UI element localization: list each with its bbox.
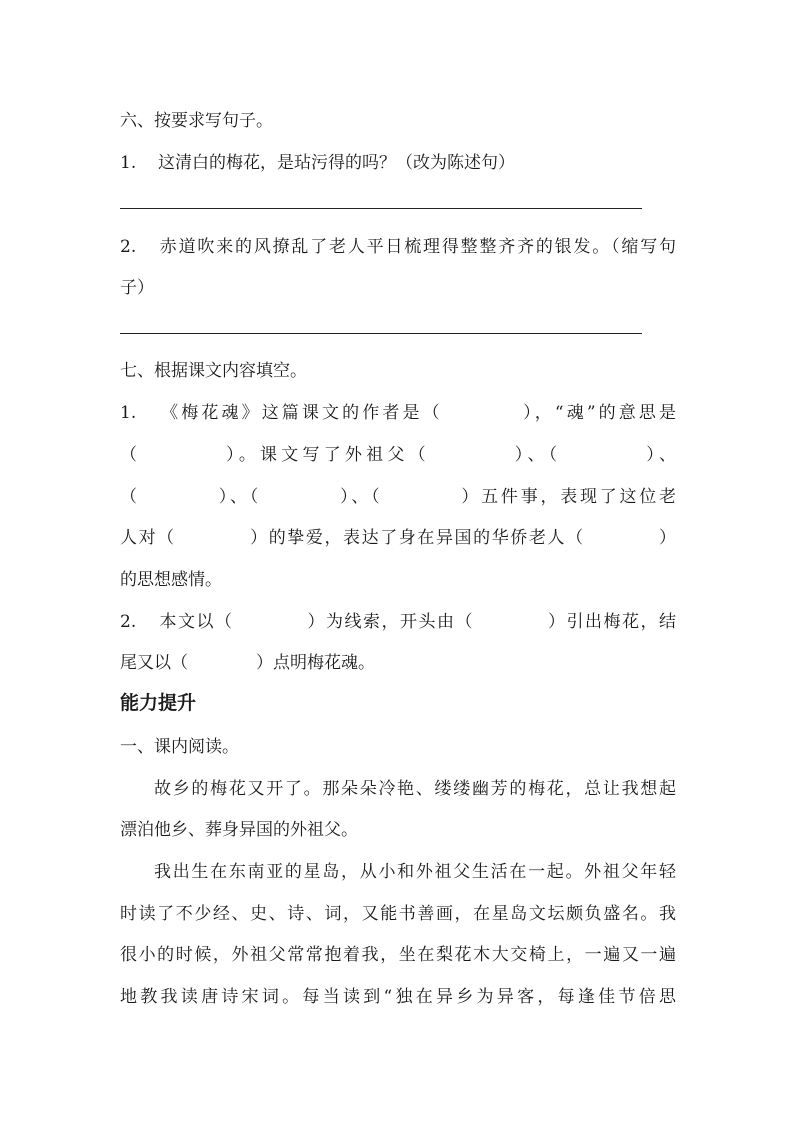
s7-question-2-line-2: 尾又以（ ）点明梅花魂。 (120, 653, 375, 673)
question-number: 2. (120, 612, 137, 632)
question-text: 这清白的梅花，是玷污得的吗？（改为陈述句） (158, 153, 515, 173)
s6-question-2-cont: 子） (120, 278, 154, 298)
passage-p2-line-1: 我出生在东南亚的星岛，从小和外祖父生活在一起。外祖父年轻 (154, 862, 676, 882)
passage-p1-line-1: 故乡的梅花又开了。那朵朵冷艳、缕缕幽芳的梅花，总让我想起 (154, 779, 676, 799)
s7-question-1-line-2: （ ）。课文写了外祖父（ ）、（ ）、 (120, 445, 676, 465)
answer-line-1[interactable] (120, 208, 642, 209)
question-text: 赤道吹来的风撩乱了老人平日梳理得整整齐齐的银发。（缩写句 (158, 237, 676, 257)
passage-p2-line-3: 很小的时候，外祖父常常抱着我，坐在梨花木大交椅上，一遍又一遍 (120, 945, 676, 965)
s6-question-2 (120, 232, 676, 257)
s7-question-1-line-4: 人对（ ）的挚爱，表达了身在异国的华侨老人（ ） (120, 528, 676, 548)
question-text: 《梅花魂》这篇课文的作者是（ ），“魂”的意思是 (158, 403, 676, 423)
question-text: 本文以（ ）为线索，开头由（ ）引出梅花，结 (158, 612, 676, 632)
question-number: 1. (120, 403, 137, 423)
passage-p2-line-2: 时读了不少经、史、诗、词，又能书善画，在星岛文坛颇负盛名。我 (120, 904, 676, 924)
question-number: 2. (120, 237, 137, 257)
reading-part-title: 一、课内阅读。 (120, 737, 239, 757)
section-7-title: 七、根据课文内容填空。 (120, 361, 307, 381)
s7-question-2 (120, 607, 676, 632)
s6-question-1 (120, 148, 515, 173)
ability-heading: 能力提升 (120, 692, 197, 714)
passage-p1-line-2: 漂泊他乡、葬身异国的外祖父。 (120, 820, 358, 840)
passage-p2-line-4: 地教我读唐诗宋词。每当读到“独在异乡为异客，每逢佳节倍思 (120, 987, 676, 1007)
s7-question-1 (120, 398, 676, 423)
s7-question-1-line-5: 的思想感情。 (120, 570, 222, 590)
answer-line-2[interactable] (120, 333, 642, 334)
section-6-title: 六、按要求写句子。 (120, 111, 273, 131)
question-number: 1. (120, 153, 137, 173)
s7-question-1-line-3: （ ）、（ ）、（ ）五件事，表现了这位老 (120, 487, 676, 507)
